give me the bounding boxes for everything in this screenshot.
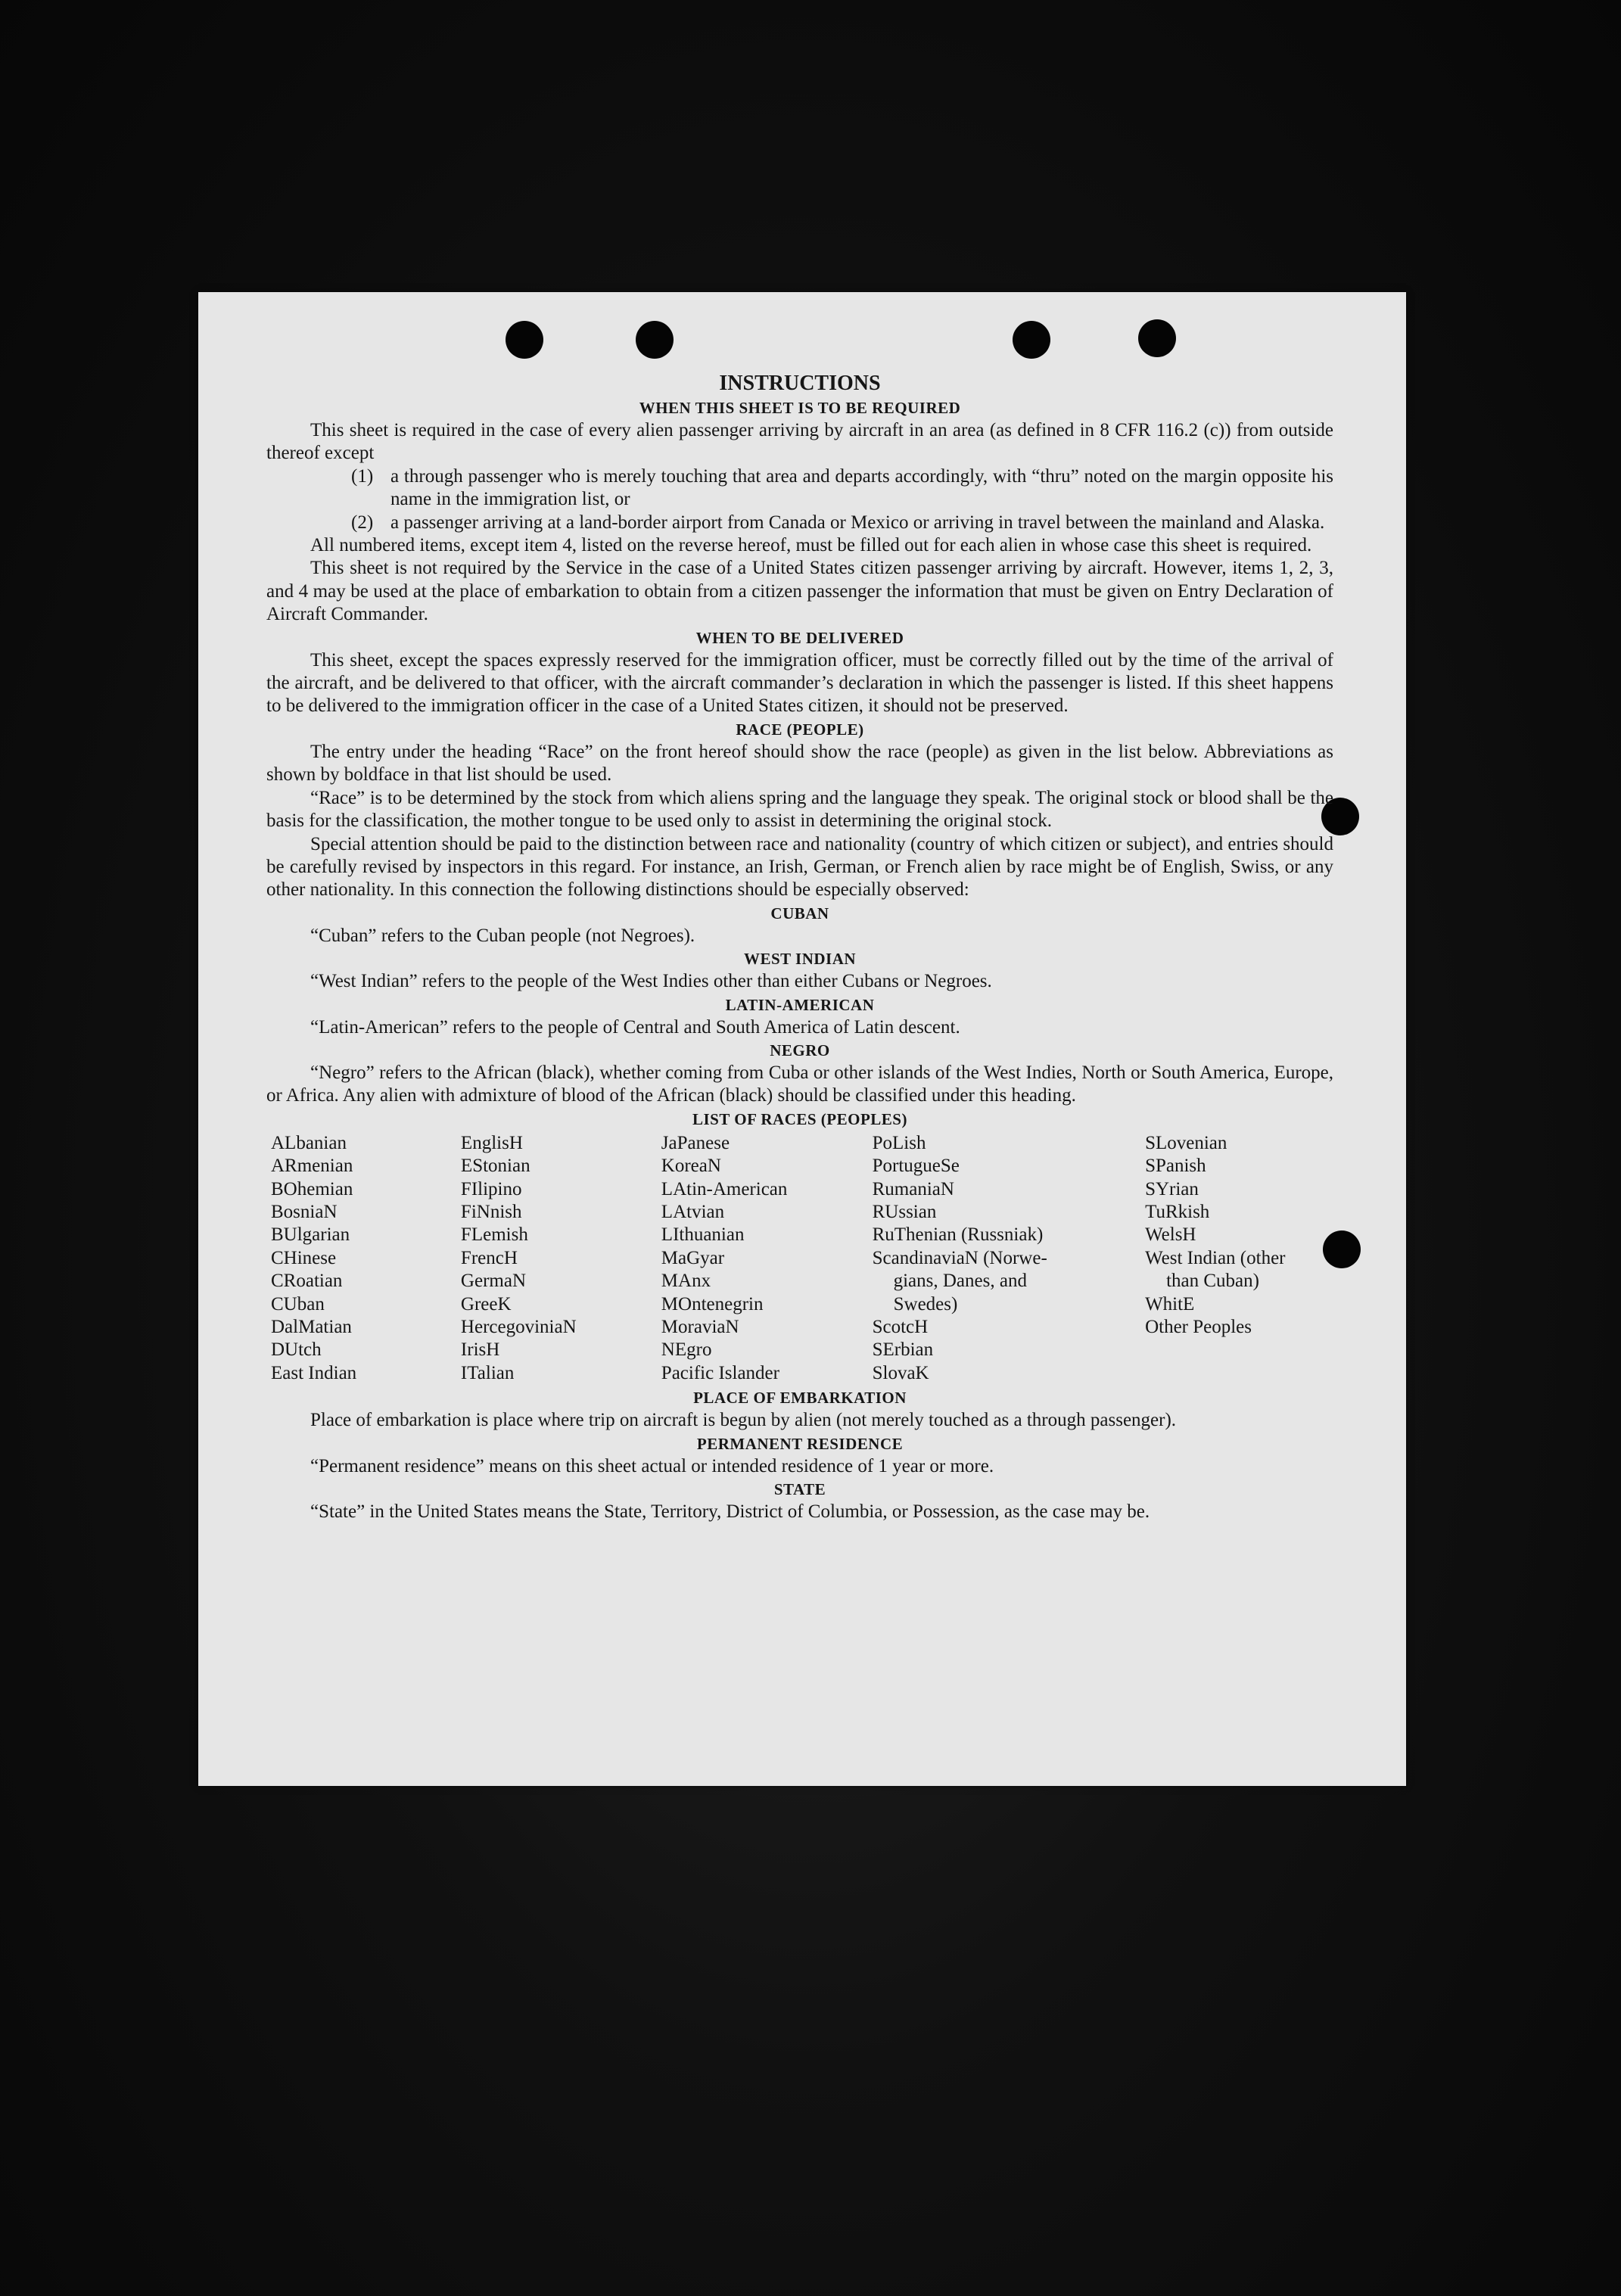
race-entry: DalMatian (271, 1317, 352, 1337)
race-column (271, 1132, 461, 1385)
race-entry: WelsH (1145, 1224, 1196, 1246)
section-heading: WHEN THIS SHEET IS TO BE REQUIRED (639, 399, 961, 417)
race-entry: NEgro (661, 1339, 712, 1361)
paragraph: This sheet is not required by the Service in the case of a United States citizen passenger arriving by aircraft. However, items 1, 2, 3, and 4 may be used at the place of embarkation to obtain from a citizen passenger the information that must be given on Entry Declaration of Aircraft Commander. (266, 558, 1333, 625)
race-entry: SlovaK (872, 1362, 929, 1383)
race-entry: MAnx (661, 1271, 711, 1292)
race-entry: SLovenian (1145, 1132, 1227, 1153)
race-entry: WhitE (1145, 1293, 1195, 1314)
paragraph: “Permanent residence” means on this sheet actual or intended residence of 1 year or more. (310, 1455, 994, 1476)
section-heading: NEGRO (770, 1041, 830, 1059)
punch-hole (506, 321, 543, 359)
race-entry: CRoatian (271, 1271, 343, 1292)
race-entry: gians, Danes, and (893, 1271, 1027, 1292)
race-entry: BOhemian (271, 1178, 353, 1199)
race-entry: SPanish (1145, 1156, 1206, 1177)
page-title: INSTRUCTIONS (719, 372, 881, 395)
race-entry: RUssian (872, 1201, 937, 1222)
race-entry: BUlgarian (271, 1224, 350, 1246)
race-entry: GreeK (460, 1293, 512, 1314)
paragraph: This sheet, except the spaces expressly reserved for the immigration officer, must be correctly filled out by the time of the arrival of the aircraft, and be delivered to that officer, with the aircraft commander’s declaration in which the passenger is listed. If this sheet happens to be delivered to the immigration officer in the case of a United States citizen, it should not be preserved. (266, 649, 1333, 717)
race-entry: LAtvian (661, 1201, 725, 1222)
race-entry: GermaN (460, 1271, 526, 1292)
paragraph: Place of embarkation is place where trip on aircraft is begun by alien (not merely touched as a through passenger). (310, 1410, 1177, 1431)
item-text: a passenger arriving at a land-border airport from Canada or Mexico or arriving in travel between the mainland and Alaska. (390, 512, 1325, 533)
race-entry: TuRkish (1145, 1201, 1210, 1222)
race-entry: IrisH (460, 1339, 500, 1361)
race-entry: RuThenian (Russniak) (872, 1224, 1044, 1246)
race-entry: LAtin-American (661, 1178, 788, 1199)
race-entry: LIthuanian (661, 1224, 745, 1246)
race-entry: MoraviaN (661, 1317, 739, 1337)
section-heading: LATIN-AMERICAN (725, 995, 875, 1014)
race-entry: RumaniaN (872, 1178, 954, 1199)
race-entry: CUban (271, 1293, 325, 1314)
race-list (271, 1132, 1333, 1385)
section-heading: WHEN TO BE DELIVERED (695, 628, 904, 647)
race-entry: JaPanese (661, 1132, 730, 1153)
paragraph: The entry under the heading “Race” on the front hereof should show the race (people) as given in the list below. Abbreviations as shown by boldface in that list should be used. (266, 741, 1333, 786)
section-heading: PLACE OF EMBARKATION (693, 1389, 907, 1408)
race-entry: ScotcH (872, 1317, 929, 1337)
race-entry: West Indian (other (1145, 1247, 1286, 1268)
section-heading: RACE (PEOPLE) (736, 720, 864, 739)
race-entry: FIlipino (460, 1178, 522, 1199)
race-entry: DUtch (271, 1339, 322, 1361)
paragraph: “Race” is to be determined by the stock from which aliens spring and the language they speak. The original stock or blood shall be the basis for the classification, the mother tongue to be used only to assist in determining the original stock. (266, 787, 1333, 832)
race-entry: FiNnish (460, 1201, 522, 1222)
paragraph: “Latin-American” refers to the people of Central and South America of Latin descent. (310, 1016, 960, 1038)
paragraph: This sheet is required in the case of every alien passenger arriving by aircraft in an area (as defined in 8 CFR 116.2 (c)) from outside thereof except (266, 420, 1333, 464)
race-entry: Swedes) (893, 1293, 958, 1314)
item-number: (2) (351, 512, 374, 533)
race-entry: EStonian (460, 1156, 530, 1177)
race-entry: MaGyar (661, 1247, 725, 1268)
punch-hole (1138, 319, 1176, 357)
item-text: a through passenger who is merely touching that area and departs accordingly, with “thru” noted on the margin opposite his name in the immigration list, or (390, 465, 1333, 510)
race-column (461, 1132, 661, 1385)
race-entry: Pacific Islander (661, 1362, 779, 1383)
race-entry: East Indian (271, 1362, 357, 1383)
paragraph: Special attention should be paid to the distinction between race and nationality (country of which citizen or subject), and entries should be carefully revised by inspectors in this regard. For instance, an Irish, German, or French alien by race might be of English, Swiss, or any other nationality. In this connection the following distinctions should be especially observed: (266, 833, 1333, 901)
race-entry: Other Peoples (1145, 1317, 1252, 1337)
section-heading: CUBAN (770, 904, 829, 922)
race-entry: ITalian (460, 1362, 515, 1383)
race-entry: PoLish (872, 1132, 926, 1153)
section-heading: WEST INDIAN (743, 950, 857, 969)
race-entry: KoreaN (661, 1156, 721, 1177)
race-entry: than Cuban) (1166, 1271, 1259, 1292)
list-item (266, 512, 1333, 534)
punch-hole (1013, 321, 1050, 359)
paragraph: “Negro” refers to the African (black), whether coming from Cuba or other islands of the West Indies, North or South America, Europe, or Africa. Any alien with admixture of blood of the African (black) should be classified under this heading. (266, 1062, 1333, 1106)
race-entry: BosniaN (271, 1201, 338, 1222)
section-heading: LIST OF RACES (PEOPLES) (692, 1109, 907, 1128)
race-column (661, 1132, 873, 1385)
section-heading: STATE (773, 1480, 826, 1499)
section-heading: PERMANENT RESIDENCE (696, 1434, 904, 1453)
race-entry: MOntenegrin (661, 1293, 764, 1314)
race-entry: EnglisH (460, 1132, 523, 1153)
race-entry: FLemish (460, 1224, 528, 1246)
race-entry: FrencH (460, 1247, 518, 1268)
race-entry: ALbanian (271, 1132, 347, 1153)
document-page (198, 292, 1406, 1786)
paragraph: “State” in the United States means the State, Territory, District of Columbia, or Possession, as the case may be. (310, 1501, 1150, 1523)
race-entry: CHinese (271, 1247, 337, 1268)
race-entry: ScandinaviaN (Norwe- (872, 1247, 1047, 1268)
race-entry: SYrian (1145, 1178, 1199, 1199)
race-column (873, 1132, 1145, 1385)
race-entry: HercegoviniaN (460, 1317, 577, 1337)
instructions-body (266, 371, 1333, 1523)
race-entry: PortugueSe (872, 1156, 960, 1177)
race-entry: SErbian (872, 1339, 934, 1361)
paragraph: “Cuban” refers to the Cuban people (not Negroes). (310, 925, 695, 946)
punch-hole (636, 321, 674, 359)
item-number: (1) (351, 465, 374, 487)
race-entry: ARmenian (271, 1156, 353, 1177)
race-column (1145, 1132, 1333, 1385)
list-item (266, 465, 1333, 512)
paragraph: “West Indian” refers to the people of the West Indies other than either Cubans or Negroes. (310, 971, 992, 992)
paragraph: All numbered items, except item 4, listed on the reverse hereof, must be filled out for each alien in whose case this sheet is required. (310, 535, 1312, 556)
